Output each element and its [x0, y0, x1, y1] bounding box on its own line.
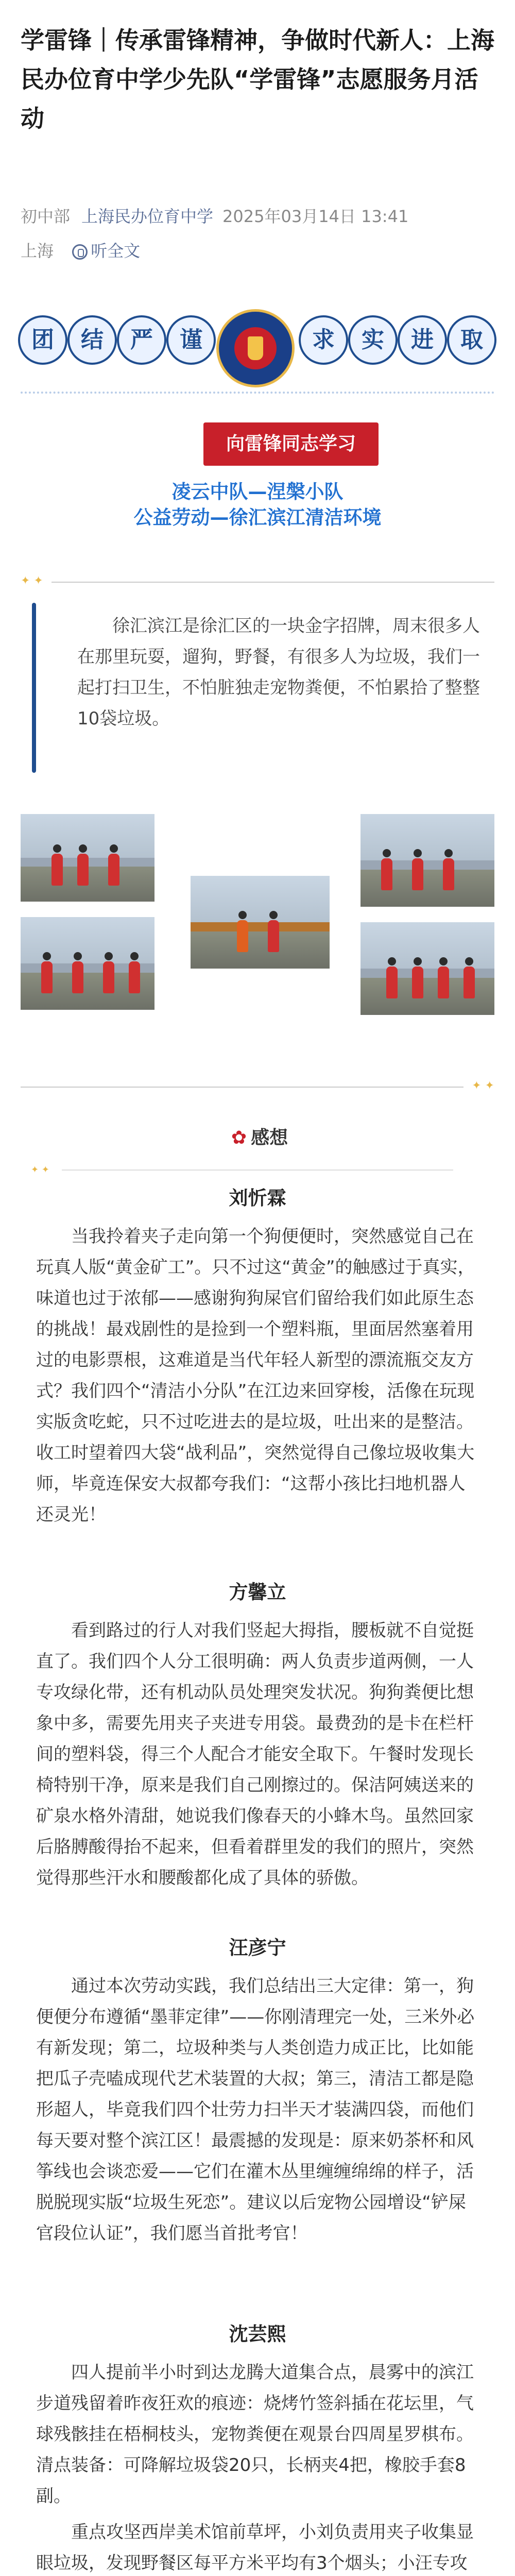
- meta-tag: 初中部: [21, 207, 71, 226]
- motto-char: 团: [18, 315, 67, 365]
- account-link[interactable]: 上海民办位育中学: [81, 207, 214, 226]
- article-title: 学雷锋｜传承雷锋精神，争做时代新人：上海民办位育中学少先队“学雷锋”志愿服务月活动: [21, 26, 494, 132]
- essay-author: 刘忻霖: [229, 1187, 286, 1209]
- activity-photo[interactable]: [360, 922, 494, 1015]
- motto-char: 进: [398, 315, 447, 365]
- section-title: 向雷锋同志学习: [203, 422, 379, 466]
- essay-text: 当我拎着夹子走向第一个狗便便时，突然感觉自己在玩真人版“黄金矿工”。只不过这“黄金”的触感过于真实，味道也过于浓郁——感谢狗狗屎官们留给我们如此原生态的挑战！最戏剧性的是捡到一个塑料瓶，里面居然塞着用过的电影票根，这难道是当代年轻人新型的漂流瓶交友方式？我们四个“清洁小分队”在江边来回穿梭，活像在玩现实版贪吃蛇，只不过吃进去的是垃圾，吐出来的是整洁。收工时望着四大袋“战利品”，突然觉得自己像垃圾收集大师，毕竟连保安大叔都夸我们：“这帮小孩比扫地机器人还灵光！: [36, 1226, 475, 1525]
- feelings-heading-text: 感想: [251, 1127, 288, 1148]
- motto-char: 结: [67, 315, 117, 365]
- motto-char: 谨: [166, 315, 216, 365]
- intro-paragraph: 徐汇滨江是徐汇区的一块金字招牌，周末很多人在那里玩耍，遛狗，野餐，有很多人为垃圾，我们一起打扫卫生，不怕脏独走宠物粪便，不怕累拾了整整10袋垃圾。: [77, 616, 480, 729]
- star-icon: ✦ ✦: [31, 1164, 49, 1175]
- essay-author: 方馨立: [229, 1581, 286, 1603]
- team-info: [0, 479, 515, 531]
- dotted-divider: [21, 392, 494, 394]
- listen-button[interactable]: [72, 241, 140, 261]
- essay-text: 通过本次劳动实践，我们总结出三大定律：第一，狗便便分布遵循“墨菲定律”——你刚清理完一处，三米外必有新发现；第二，垃圾种类与人类创造力成正比，比如能把瓜子壳嗑成现代艺术装置的大叔；第三，清洁工都是隐形超人，毕竟我们四个壮劳力扫半天才装满四袋，而他们每天要对整个滨江区！最震撼的发现是：原来奶茶杯和风筝线也会谈恋爱——它们在灌木丛里缠缠绵绵的样子，活脱脱现实版“垃圾生死恋”。建议以后宠物公园增设“铲屎官段位认证”，我们愿当首批考官！: [36, 1976, 475, 2244]
- publish-date: 2025年03月14日 13:41: [222, 207, 409, 226]
- listen-label: 听全文: [91, 241, 141, 261]
- school-emblem: [216, 309, 295, 387]
- location: 上海: [21, 241, 54, 261]
- motto-char: 严: [117, 315, 166, 365]
- star-icon: ✦ ✦: [472, 1079, 494, 1092]
- article-meta-2: [21, 238, 140, 262]
- essay-text: 四人提前半小时到达龙腾大道集合点，晨雾中的滨江步道残留着昨夜狂欢的痕迹：烧烤竹签斜插在花坛里，气球残骸挂在梧桐枝头，宠物粪便在观景台四周星罗棋布。清点装备：可降解垃圾袋20只，长柄夹4把，橡胶手套8副。: [36, 2362, 474, 2506]
- essay-text: 重点攻坚西岸美术馆前草坪，小刘负责用夹子收集显眼垃圾，发现野餐区每平方米平均有3个烟头；小汪专攻: [36, 2522, 474, 2573]
- headphones-icon: [72, 244, 88, 260]
- article-meta: [21, 204, 408, 227]
- motto-char: 取: [447, 315, 496, 365]
- team-name: 凌云中队—涅槃小队: [171, 481, 344, 503]
- flower-icon: ✿: [231, 1127, 247, 1148]
- star-divider: [31, 1164, 484, 1176]
- star-icon: ✦ ✦: [21, 574, 43, 587]
- feelings-heading: [0, 1123, 515, 1149]
- essay-author: 汪彦宁: [229, 1937, 286, 1959]
- essay-author: 沈芸熙: [229, 2323, 286, 2345]
- activity-photo[interactable]: [21, 814, 154, 902]
- motto-banner: [18, 309, 497, 371]
- activity-photo[interactable]: [191, 876, 330, 969]
- motto-char: 实: [348, 315, 398, 365]
- star-divider: [21, 574, 494, 590]
- activity-photo[interactable]: [360, 814, 494, 907]
- essay-text: 看到路过的行人对我们竖起大拇指，腰板就不自觉挺直了。我们四个人分工很明确：两人负责步道两侧，一人专攻绿化带，还有机动队员处理突发状况。狗狗粪便比想象中多，需要先用夹子夹进专用袋。最费劲的是卡在栏杆间的塑料袋，得三个人配合才能安全取下。午餐时发现长椅特别干净，原来是我们自己刚擦过的。保洁阿姨送来的矿泉水格外清甜，她说我们像春天的小蜂木鸟。虽然回家后胳膊酸得抬不起来，但看着群里发的我们的照片，突然觉得那些汗水和腰酸都化成了具体的骄傲。: [36, 1620, 474, 1888]
- activity-photo[interactable]: [21, 917, 154, 1010]
- star-divider: [21, 1079, 494, 1095]
- team-activity: 公益劳动—徐汇滨江清洁环境: [133, 506, 382, 529]
- motto-char: 求: [299, 315, 348, 365]
